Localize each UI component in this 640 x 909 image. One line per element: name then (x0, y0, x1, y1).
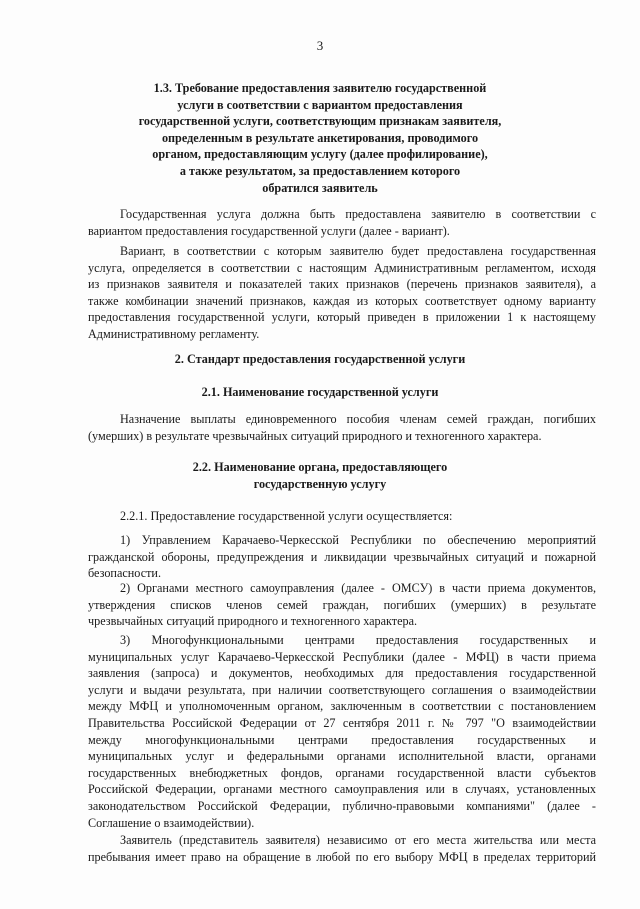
text-line: гражданской обороны, предупреждения и ликвидации чрезвычайных ситуаций и пожарной (88, 549, 596, 564)
text-line: вариантом предоставления государственной услуги (далее - вариант). (88, 223, 450, 238)
text-line: муниципальных услуг Карачаево-Черкесской Республики (далее - МФЦ) в части приема (88, 649, 596, 664)
text-line: муниципальных услуг и федеральными органами исполнительной власти, органами (88, 749, 596, 764)
paragraph-variant-definition (88, 243, 596, 343)
text-line: безопасности. (88, 566, 162, 581)
heading-line: государственной услуги, соответствующим признакам заявителя, (138, 114, 502, 129)
section-heading-2-1 (0, 384, 640, 401)
page-number: 3 (316, 38, 324, 53)
text-line: 2) Органами местного самоуправления (далее - ОМСУ) в части приема документов, (120, 581, 596, 595)
text-line: услуга, определяется в соответствии с настоящим Административным регламентом, исходя (88, 260, 596, 275)
heading-line: 2.2. Наименование органа, предоставляющего (192, 460, 448, 474)
paragraph-applicant (88, 832, 596, 865)
text-line: Административному регламенту. (88, 326, 260, 341)
text-line: также комбинации значений признаков, каждая из которых соответствует одному варианту (88, 293, 596, 308)
section-heading-1-3 (0, 80, 640, 196)
heading-line: 2.1. Наименование государственной услуги (201, 385, 439, 399)
section-heading-2-2 (0, 459, 640, 492)
paragraph-item-2 (88, 580, 596, 630)
text-line: Вариант, в соответствии с которым заявителю будет предоставлена государственная (120, 244, 596, 258)
section-heading-2 (0, 351, 640, 368)
text-line: 2.2.1. Предоставление государственной услуги осуществляется: (120, 509, 453, 523)
heading-line: 2. Стандарт предоставления государственной услуги (174, 352, 466, 366)
text-line: (умерших) в результате чрезвычайных ситуаций природного и техногенного характера. (88, 428, 542, 443)
heading-line: а также результатом, за предоставлением которого (179, 163, 461, 178)
heading-line: государственную услугу (253, 476, 387, 491)
paragraph-item-3 (88, 632, 596, 831)
text-line: 3) Многофункциональными центрами предоставления государственных и (120, 633, 596, 647)
heading-line: органом, предоставляющим услугу (далее профилирование), (152, 147, 488, 162)
text-line: Заявитель (представитель заявителя) независимо от его места жительства или места (120, 833, 596, 847)
text-line: из признаков заявителя и показателей таких признаков (перечень признаков заявителя), а (88, 277, 596, 292)
heading-line: определенным в результате анкетирования, проводимого (161, 130, 479, 145)
text-line: между многофункциональными центрами предоставления государственных и (88, 732, 596, 747)
heading-line: услуги в соответствии с вариантом предоставления (177, 97, 463, 112)
text-line: Назначение выплаты единовременного пособия членам семей граждан, погибших (120, 412, 596, 426)
text-line: 1) Управлением Карачаево-Черкесской Республики по обеспечению мероприятий (120, 533, 596, 547)
paragraph-service-name (88, 411, 596, 444)
text-line: заявления (запроса) и документов, необходимых для предоставления государственной (88, 666, 596, 681)
text-line: Российской Федерации, органами местного самоуправления или в случаях, установленных (88, 782, 596, 797)
text-line: Соглашение о взаимодействии). (88, 815, 255, 830)
text-line: государственных внебюджетных фондов, органами государственной власти субъектов (88, 765, 596, 780)
text-line: между МФЦ и уполномоченным органом, заключенным в соответствии с постановлением (88, 699, 596, 714)
heading-line: обратился заявитель (262, 180, 378, 195)
text-line: чрезвычайных ситуаций природного и техногенного характера. (88, 614, 418, 629)
text-line: пребывания имеет право на обращение в любой по его выбору МФЦ в пределах территорий (88, 849, 596, 864)
text-line: предоставления государственной услуги, который приведен в приложении 1 к настоящему (88, 310, 596, 325)
heading-line: 1.3. Требование предоставления заявителю государственной (153, 81, 487, 95)
text-line: Государственная услуга должна быть предоставлена заявителю в соответствии с (120, 207, 596, 221)
paragraph-variant-intro (88, 206, 596, 239)
text-line: услуги и выдачи результата, при наличии соответствующего соглашения о взаимодействии (88, 682, 596, 697)
text-line: утверждения списков членов семей граждан, погибших (умерших) в результате (88, 597, 596, 612)
text-line: Правительства Российской Федерации от 27 сентября 2011 г. № 797 "О взаимодействии (88, 715, 596, 730)
paragraph-item-1 (88, 532, 596, 582)
paragraph-2-2-1 (88, 508, 596, 525)
text-line: законодательством Российской Федерации, публично-правовыми компаниями" (далее - (88, 798, 596, 813)
